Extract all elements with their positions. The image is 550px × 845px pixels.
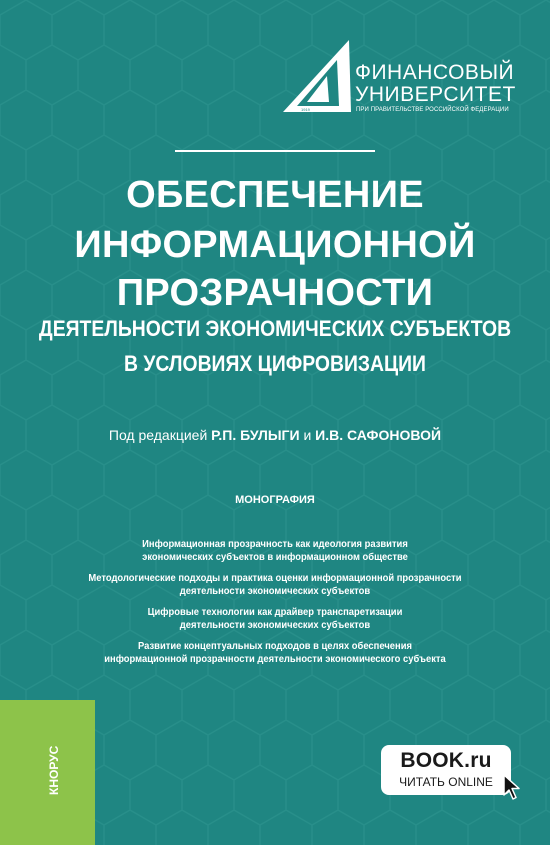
- badge-brand: BOOK.ru: [400, 749, 492, 772]
- editors-line: [0, 427, 550, 443]
- chapter-list: [0, 538, 550, 674]
- logo-line1: ФИНАНСОВЫЙ: [355, 61, 515, 84]
- title-line-3: ПРОЗРАЧНОСТИ: [116, 272, 434, 314]
- chapter-line: Методологические подходы и практика оценки информационной прозрачности: [88, 573, 462, 584]
- chapter-item: [17, 572, 534, 598]
- editor-2: И.В. САФОНОВОЙ: [315, 427, 442, 443]
- logo-line2: УНИВЕРСИТЕТ: [355, 83, 516, 106]
- genre-label: МОНОГРАФИЯ: [235, 494, 315, 506]
- editors-conj: и: [303, 427, 312, 443]
- chapter-item: [17, 538, 534, 564]
- badge-action: ЧИТАТЬ ONLINE: [399, 775, 493, 789]
- cursor-arrow-icon: [502, 773, 526, 801]
- title-line-4: ДЕЯТЕЛЬНОСТИ ЭКОНОМИЧЕСКИХ СУБЪЕКТОВ: [38, 316, 512, 341]
- title-line-2: ИНФОРМАЦИОННОЙ: [74, 224, 476, 266]
- chapter-line: Развитие концептуальных подходов в целях обеспечения: [138, 641, 412, 652]
- publisher-name: КНОРУС: [47, 745, 61, 795]
- university-logo: [275, 40, 520, 120]
- chapter-line: экономических субъектов в информационном обществе: [142, 552, 408, 563]
- logo-year: 1919: [301, 107, 310, 112]
- logo-subline: ПРИ ПРАВИТЕЛЬСТВЕ РОССИЙСКОЙ ФЕДЕРАЦИИ: [356, 107, 509, 113]
- chapter-item: [17, 606, 534, 632]
- editor-1: Р.П. БУЛЫГИ: [211, 427, 300, 443]
- editors-prefix: Под редакцией: [108, 427, 208, 443]
- chapter-line: Цифровые технологии как драйвер транспаретизации: [147, 607, 403, 618]
- chapter-line: информационной прозрачности деятельности экономического субъекта: [104, 654, 446, 665]
- university-logo-icon: [275, 40, 357, 115]
- chapter-line: Информационная прозрачность как идеология развития: [142, 539, 408, 550]
- chapter-line: деятельности экономических субъектов: [179, 586, 371, 597]
- book-ru-badge[interactable]: [381, 745, 511, 795]
- chapter-item: [17, 640, 534, 666]
- divider-rule: [175, 150, 375, 152]
- title-line-1: ОБЕСПЕЧЕНИЕ: [126, 174, 424, 216]
- title-line-5: В УСЛОВИЯХ ЦИФРОВИЗАЦИИ: [124, 351, 426, 376]
- chapter-line: деятельности экономических субъектов: [179, 620, 371, 631]
